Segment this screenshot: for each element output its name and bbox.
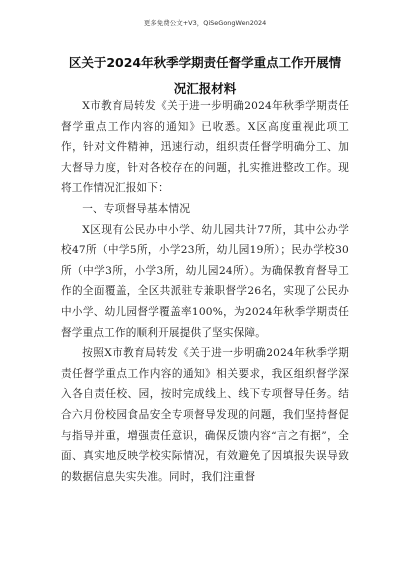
page-header: 更多免费公文+V3，QiSeGongWen2024 [143,19,267,27]
paragraph-overview: X区现有公民办中小学、幼儿园共计77所，其中公办学校47所（中学5所，小学23所，幼儿园19所）；民办学校30所（中学3所，小学3所，幼儿园24所）。为确保教育督导工作的全面覆盖，全区共派驻专兼职督学26名，实现了公民办中小学、幼儿园督学覆盖率100%，为2024年秋季学期责任督学重点工作的顺利开展提供了坚实保障。 [61,223,349,339]
document-title: 区关于2024年秋季学期责任督学重点工作开展情况汇报材料 [68,55,342,96]
paragraph-process: 按照X市教育局转发《关于进一步明确2024年秋季学期责任督学重点工作内容的通知》相关要求，我区组织督学深入各自责任校、园，按时完成线上、线下专项督导任务。结合六月份校园食品安全专项督导发现的问题，我们坚持督促与指导并重，增强责任意识，确保反馈内容“言之有据”，全面、真实地反映学校实际情况，有效避免了因填报失误导致的数据信息失实失准。同时，我们注重督 [61,347,349,483]
document-body [61,96,349,487]
paragraph-intro: X市教育局转发《关于进一步明确2024年秋季学期责任督学重点工作内容的通知》已收悉。X区高度重视此项工作，针对文件精神，迅速行动，组织责任督学明确分工、加大督导力度，针对各校存在的问题，扎实推进整改工作。现将工作情况汇报如下： [61,100,349,195]
section-heading: 一、专项督导基本情况 [82,202,191,215]
